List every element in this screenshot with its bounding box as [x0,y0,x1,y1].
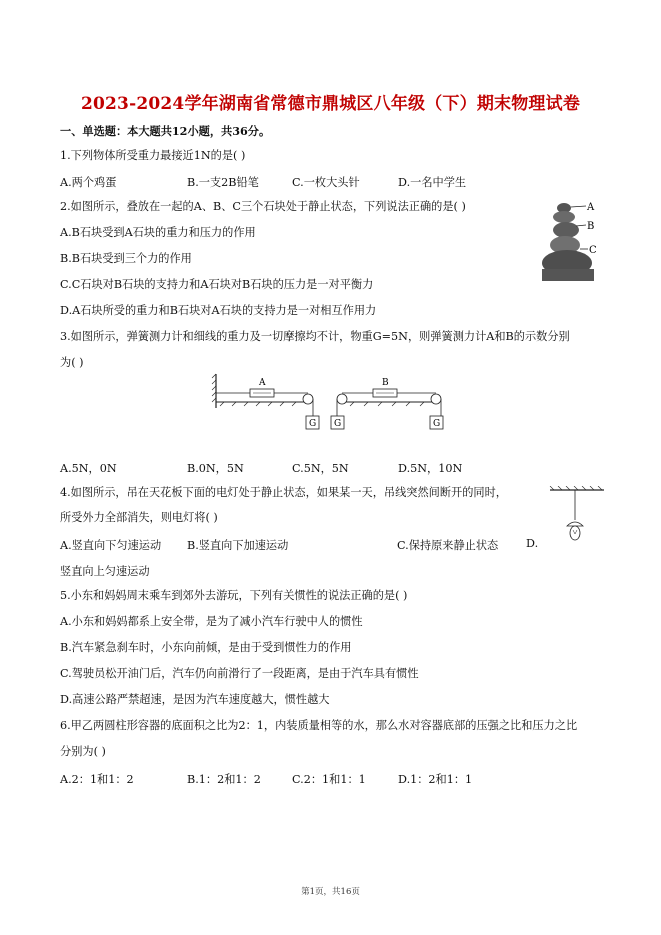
scale-label-a: A [259,378,266,388]
weight-label-2: G [334,419,342,429]
weight-label-1: G [309,419,317,429]
q6-option-a: A.2：1和1：2 [60,773,134,786]
q6-option-c: C.2：1和1：1 [292,773,366,786]
spring-scale-figure [210,372,455,432]
q2-stem: 2.如图所示，叠放在一起的A、B、C三个石块处于静止状态，下列说法正确的是( ) [60,200,466,213]
q6-option-b: B.1：2和1：2 [187,773,261,786]
q3-option-d: D.5N，10N [398,462,463,475]
q2-option-d: D.A石块所受的重力和B石块对A石块的支持力是一对相互作用力 [60,304,377,317]
q4-stem-cont: 所受外力全部消失，则电灯将( ) [60,511,218,524]
q2-option-a: A.B石块受到A石块的重力和压力的作用 [60,226,256,239]
q4-option-d-text: 竖直向上匀速运动 [60,565,150,578]
q4-stem: 4.如图所示，吊在天花板下面的电灯处于静止状态，如果某一天，吊线突然间断开的同时， [60,486,507,499]
q4-option-a: A.竖直向下匀速运动 [60,539,162,552]
figure-label-b: B [587,221,595,232]
q2-option-b: B.B石块受到三个力的作用 [60,252,192,265]
scale-label-b: B [382,378,389,388]
q6-option-d: D.1：2和1：1 [398,773,473,786]
figure-label-c: C [589,245,597,256]
q3-option-c: C.5N，5N [292,462,349,475]
q1-option-a: A.两个鸡蛋 [60,176,117,189]
weight-label-3: G [433,419,441,429]
q5-option-a: A.小东和妈妈都系上安全带，是为了减小汽车行驶中人的惯性 [60,615,363,628]
q3-stem: 3.如图所示，弹簧测力计和细线的重力及一切摩擦均不计，物重G=5N，则弹簧测力计A和B的示数分别 [60,330,570,343]
q1-option-d: D.一名中学生 [398,176,467,189]
q6-stem: 6.甲乙两圆柱形容器的底面积之比为2：1，内装质量相等的水，那么水对容器底部的压强之比和压力之比 [60,719,578,732]
q3-stem-cont: 为( ) [60,356,84,369]
stacked-stones-figure [540,193,610,288]
q2-option-c: C.C石块对B石块的支持力和A石块对B石块的压力是一对平衡力 [60,278,374,291]
page-footer: 第1页，共16页 [301,887,360,897]
q5-option-d: D.高速公路严禁超速，是因为汽车速度越大，惯性越大 [60,693,330,706]
q4-option-c: C.保持原来静止状态 [397,539,499,552]
q5-option-c: C.驾驶员松开油门后，汽车仍向前滑行了一段距离，是由于汽车具有惯性 [60,667,419,680]
hanging-lamp-figure [548,486,608,548]
q6-stem-cont: 分别为( ) [60,745,106,758]
q5-stem: 5.小东和妈妈周末乘车到郊外去游玩，下列有关惯性的说法正确的是( ) [60,589,408,602]
q4-option-d: D. [526,537,539,550]
q4-option-b: B.竖直向下加速运动 [187,539,289,552]
page-title: 2023-2024学年湖南省常德市鼎城区八年级（下）期末物理试卷 [80,94,581,114]
q1-stem: 1.下列物体所受重力最接近1N的是( ) [60,149,246,162]
q1-option-c: C.一枚大头针 [292,176,360,189]
figure-label-a: A [587,202,595,213]
q1-option-b: B.一支2B铅笔 [187,176,259,189]
section-heading: 一、单选题：本大题共12小题，共36分。 [60,124,271,138]
q3-option-b: B.0N，5N [187,462,244,475]
q3-option-a: A.5N，0N [60,462,117,475]
q5-option-b: B.汽车紧急刹车时，小东向前倾，是由于受到惯性力的作用 [60,641,352,654]
